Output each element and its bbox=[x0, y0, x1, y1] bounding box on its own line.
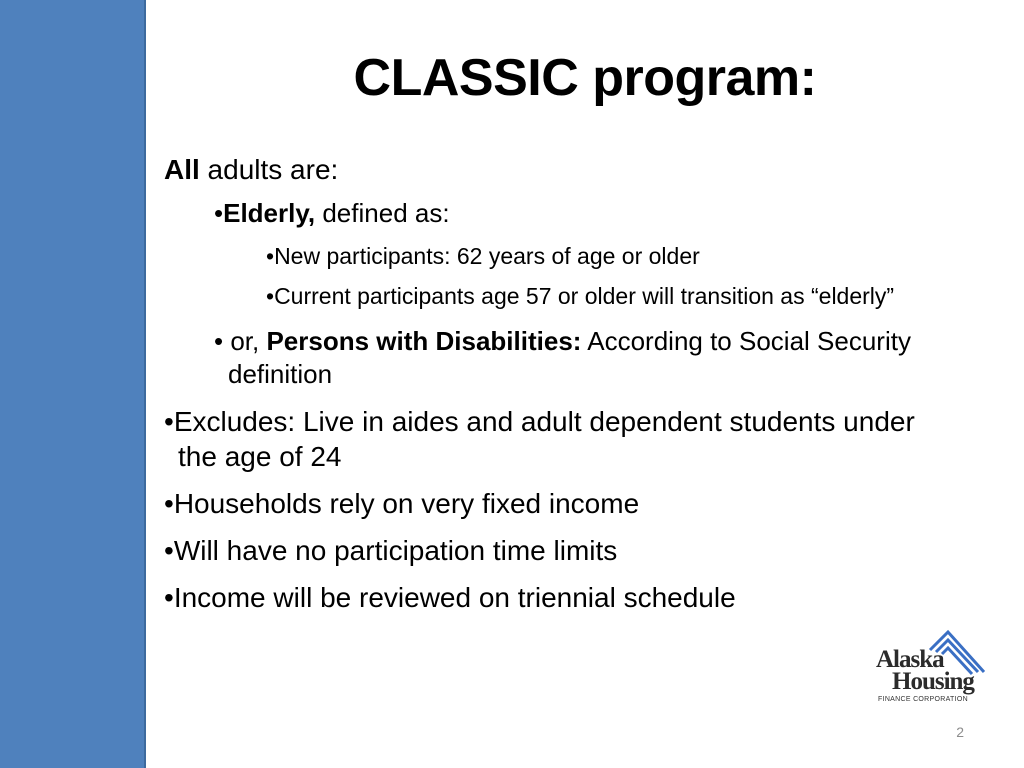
page-number: 2 bbox=[956, 724, 964, 740]
elderly-item-text: Current participants age 57 or older will transition as “elderly” bbox=[274, 283, 895, 310]
bullet-item bbox=[164, 533, 924, 568]
side-accent-bar bbox=[0, 0, 146, 768]
bullet-text: Excludes: Live in aides and adult dependent students under the age of 24 bbox=[173, 406, 915, 472]
slide-title: CLASSIC program: bbox=[353, 49, 817, 107]
bullet-item bbox=[164, 580, 924, 615]
bullet-text: Households rely on very fixed income bbox=[173, 488, 640, 519]
bullet-marker: • bbox=[164, 488, 174, 519]
slide-body bbox=[164, 152, 924, 615]
elderly-item bbox=[266, 242, 924, 271]
intro-bold: All bbox=[164, 154, 200, 185]
logo-subtitle: FINANCE CORPORATION bbox=[878, 696, 968, 703]
disabilities-text: According to Social Security definition bbox=[228, 326, 911, 389]
disabilities-pre: or, bbox=[223, 326, 267, 356]
elderly-item bbox=[266, 282, 930, 311]
disabilities-bullet bbox=[214, 325, 928, 390]
bullet-marker: • bbox=[266, 283, 275, 310]
bullet-marker: • bbox=[164, 582, 174, 613]
bullet-text: Income will be reviewed on triennial schedule bbox=[173, 582, 736, 613]
elderly-text: defined as: bbox=[315, 198, 450, 228]
bullet-marker: • bbox=[164, 535, 174, 566]
disabilities-bold: Persons with Disabilities: bbox=[266, 326, 582, 356]
logo-word-housing: Housing bbox=[892, 668, 974, 695]
intro-line bbox=[164, 152, 924, 187]
bullet-item bbox=[164, 404, 938, 474]
bullet-marker: • bbox=[266, 242, 275, 269]
bullet-marker: • bbox=[214, 198, 224, 228]
elderly-bullet bbox=[214, 197, 924, 230]
bullet-marker: • bbox=[214, 326, 224, 356]
elderly-item-text: New participants: 62 years of age or older bbox=[274, 242, 700, 269]
logo-word-alaska: Alaska bbox=[876, 646, 944, 673]
elderly-bold: Elderly, bbox=[223, 198, 316, 228]
bullet-text: Will have no participation time limits bbox=[173, 535, 618, 566]
bullet-marker: • bbox=[164, 406, 174, 437]
alaska-housing-logo bbox=[872, 628, 988, 708]
bullet-item bbox=[164, 486, 924, 521]
intro-text: adults are: bbox=[199, 154, 339, 185]
